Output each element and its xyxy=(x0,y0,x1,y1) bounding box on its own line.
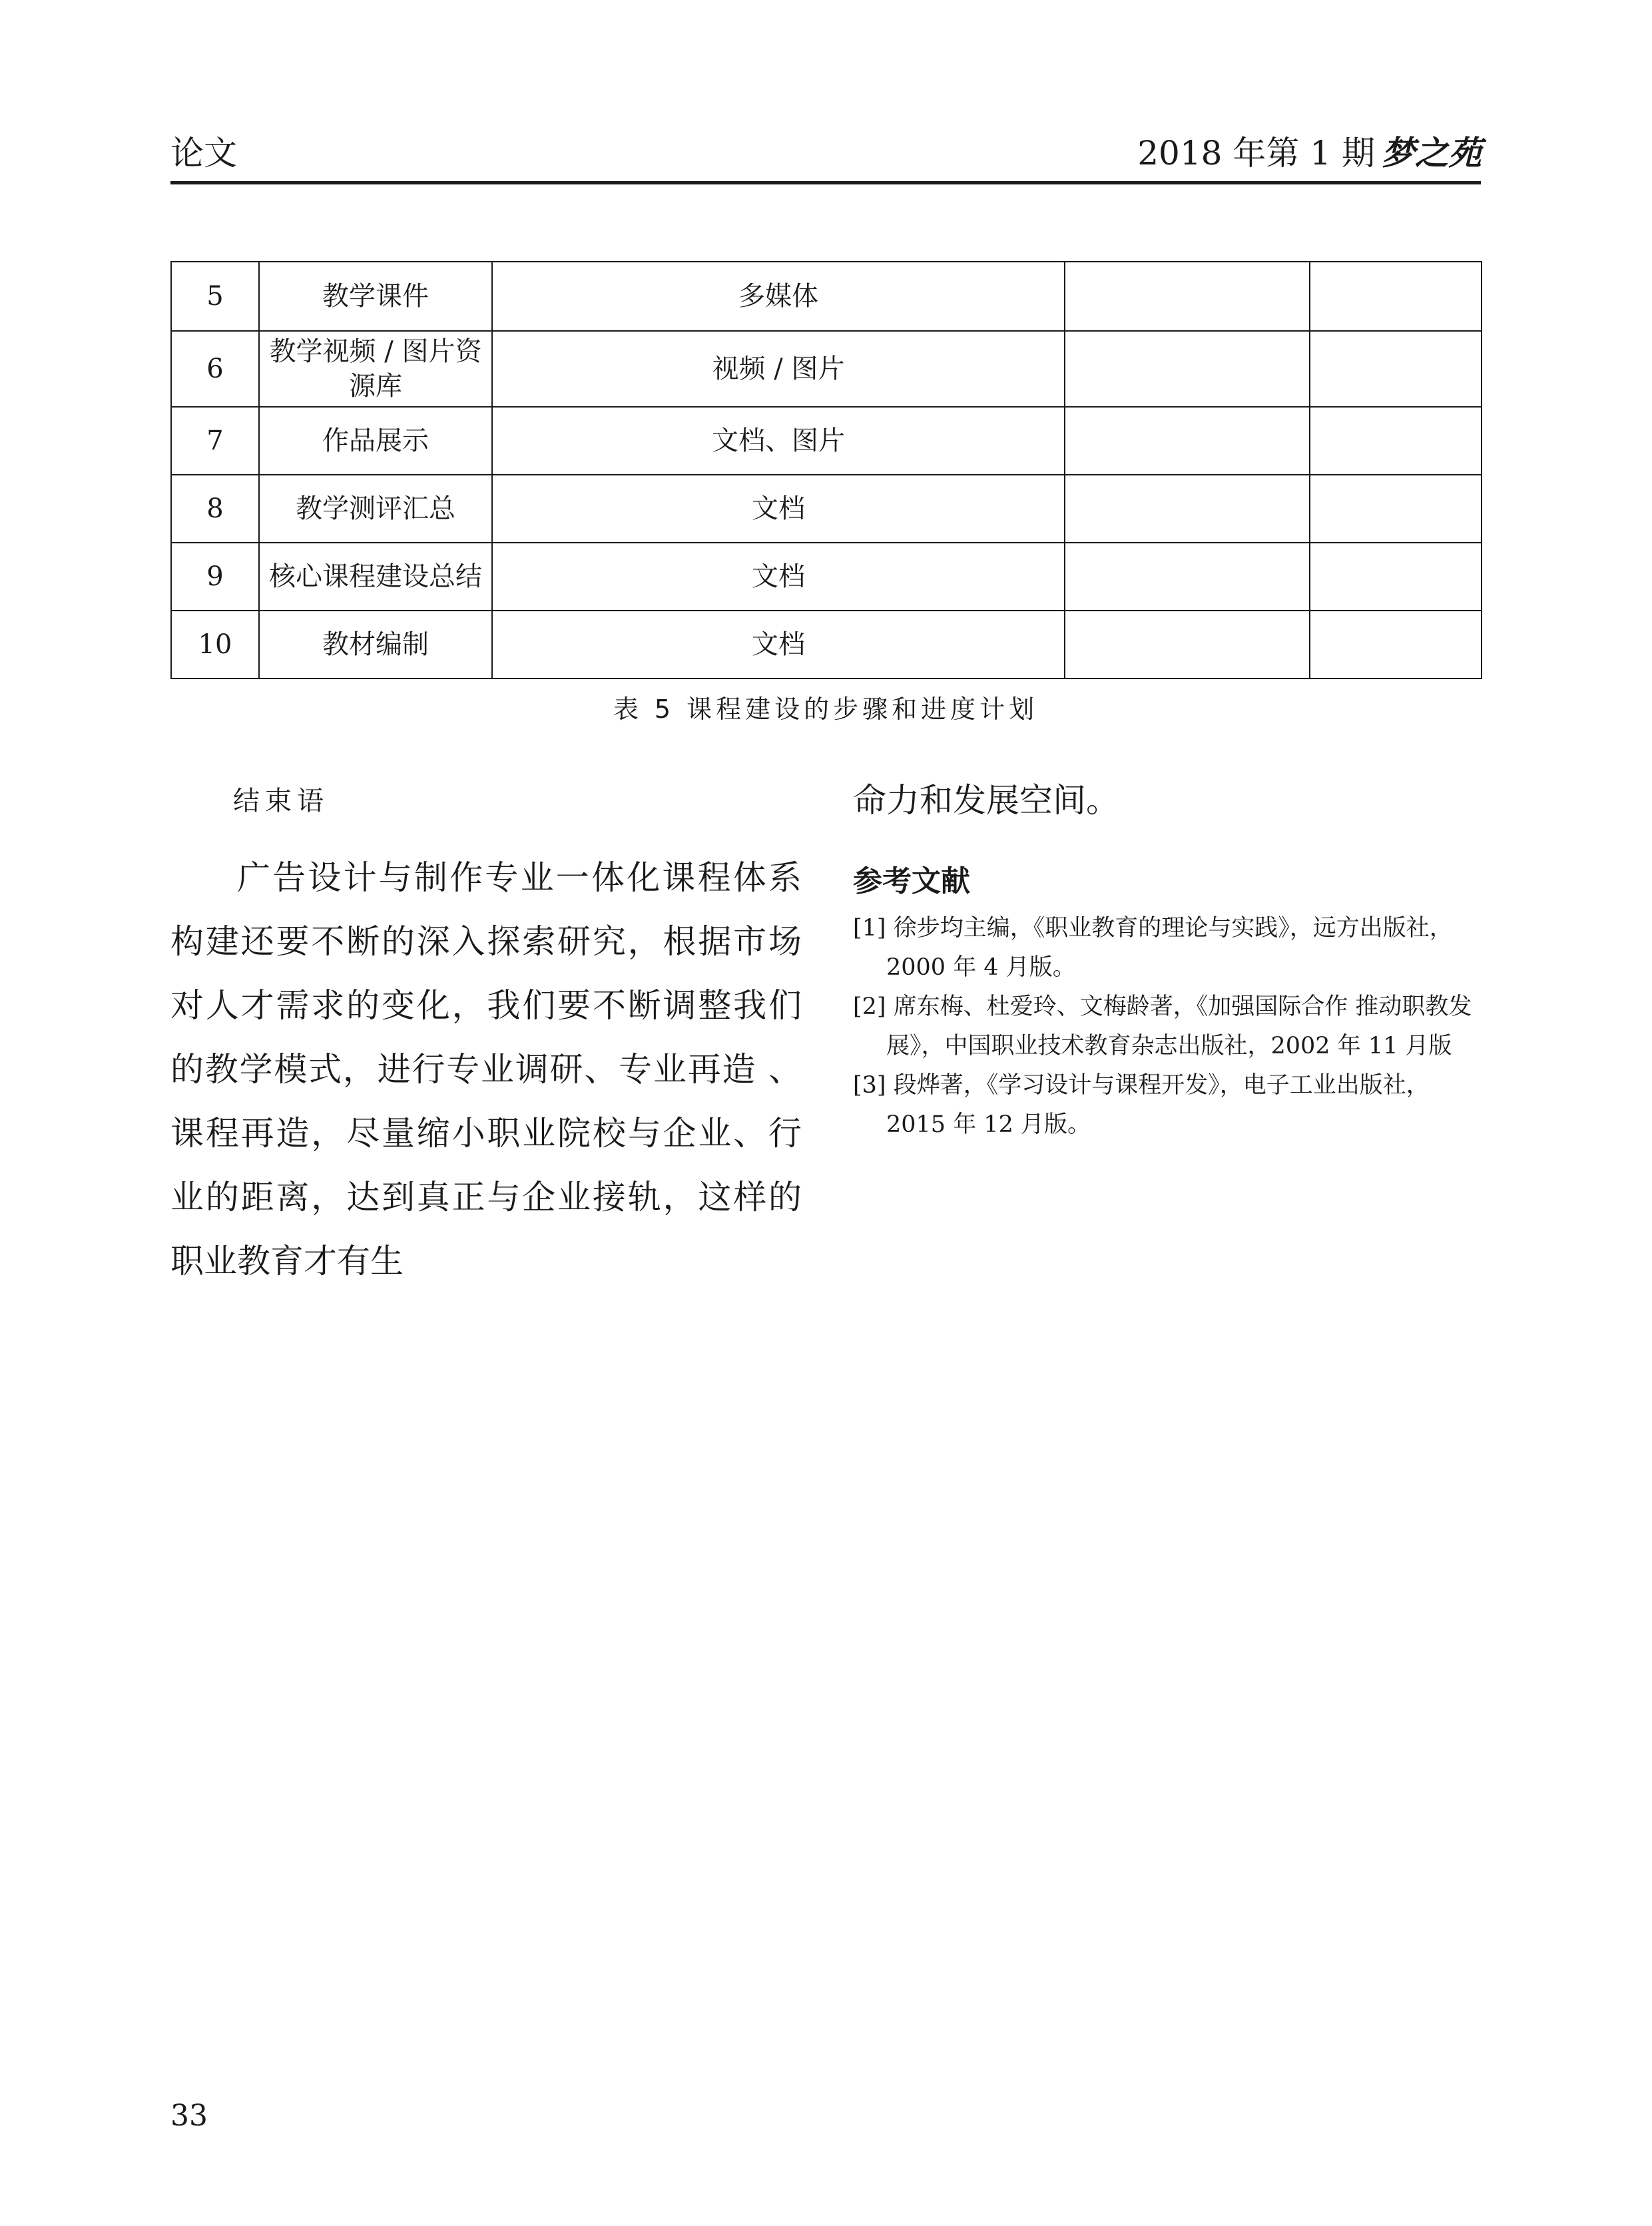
issue-label: 2018 年第 1 期 xyxy=(1137,134,1375,172)
blank-cell xyxy=(1065,611,1310,679)
header-section-label: 论文 xyxy=(170,134,237,172)
format-cell: 多媒体 xyxy=(492,262,1065,331)
reference-item: [1] 徐步均主编，《职业教育的理论与实践》，远方出版社，2000 年 4 月版。 xyxy=(853,915,1453,981)
schedule-table xyxy=(170,261,1482,679)
item-cell: 教学视频 / 图片资源库 xyxy=(259,331,492,407)
item-cell: 教学测评汇总 xyxy=(259,475,492,543)
blank-cell xyxy=(1065,407,1310,475)
conclusion-continuation: 命力和发展空间。 xyxy=(853,781,1119,820)
format-cell: 文档 xyxy=(492,611,1065,679)
format-cell: 文档、图片 xyxy=(492,407,1065,475)
item-cell: 作品展示 xyxy=(259,407,492,475)
format-cell: 视频 / 图片 xyxy=(492,331,1065,407)
reference-item: [2] 席东梅、杜爱玲、文梅龄著，《加强国际合作 推动职教发展》，中国职业技术教育杂志出版社，2002 年 11 月版 xyxy=(853,993,1472,1059)
conclusion-heading: 结束语 xyxy=(233,786,329,816)
reference-item: [3] 段烨著，《学习设计与课程开发》，电子工业出版社，2015 年 12 月版。 xyxy=(853,1072,1430,1138)
item-cell: 教学课件 xyxy=(259,262,492,331)
blank-cell xyxy=(1065,331,1310,407)
journal-logo: 梦之苑 xyxy=(1382,133,1482,172)
conclusion-body: 广告设计与制作专业一体化课程体系构建还要不断的深入探索研究，根据市场对人才需求的变化，我们要不断调整我们的教学模式，进行专业调研、专业再造 、课程再造，尽量缩小职业院校与企业、行业的距离，达到真正与企业接轨，这样的职业教育才有生 xyxy=(170,858,802,1280)
table-row xyxy=(171,475,1482,543)
schedule-table-body xyxy=(171,262,1482,679)
blank-cell xyxy=(1065,475,1310,543)
table-row xyxy=(171,611,1482,679)
references-list xyxy=(853,909,1486,1145)
blank-cell xyxy=(1310,331,1482,407)
blank-cell xyxy=(1310,543,1482,611)
blank-cell xyxy=(1065,262,1310,331)
format-cell: 文档 xyxy=(492,543,1065,611)
row-number-cell: 7 xyxy=(171,407,259,475)
format-cell: 文档 xyxy=(492,475,1065,543)
row-number-cell: 9 xyxy=(171,543,259,611)
header-divider xyxy=(170,181,1481,184)
references-heading: 参考文献 xyxy=(853,864,970,898)
item-cell: 教材编制 xyxy=(259,611,492,679)
row-number-cell: 6 xyxy=(171,331,259,407)
table-caption: 表 5 课程建设的步骤和进度计划 xyxy=(613,695,1039,724)
blank-cell xyxy=(1310,475,1482,543)
blank-cell xyxy=(1310,611,1482,679)
row-number-cell: 10 xyxy=(171,611,259,679)
blank-cell xyxy=(1065,543,1310,611)
blank-cell xyxy=(1310,262,1482,331)
page-number: 33 xyxy=(170,2099,208,2133)
table-row xyxy=(171,543,1482,611)
header-issue xyxy=(1137,133,1482,173)
table-row xyxy=(171,407,1482,475)
row-number-cell: 5 xyxy=(171,262,259,331)
table-row xyxy=(171,331,1482,407)
table-row xyxy=(171,262,1482,331)
row-number-cell: 8 xyxy=(171,475,259,543)
blank-cell xyxy=(1310,407,1482,475)
item-cell: 核心课程建设总结 xyxy=(259,543,492,611)
